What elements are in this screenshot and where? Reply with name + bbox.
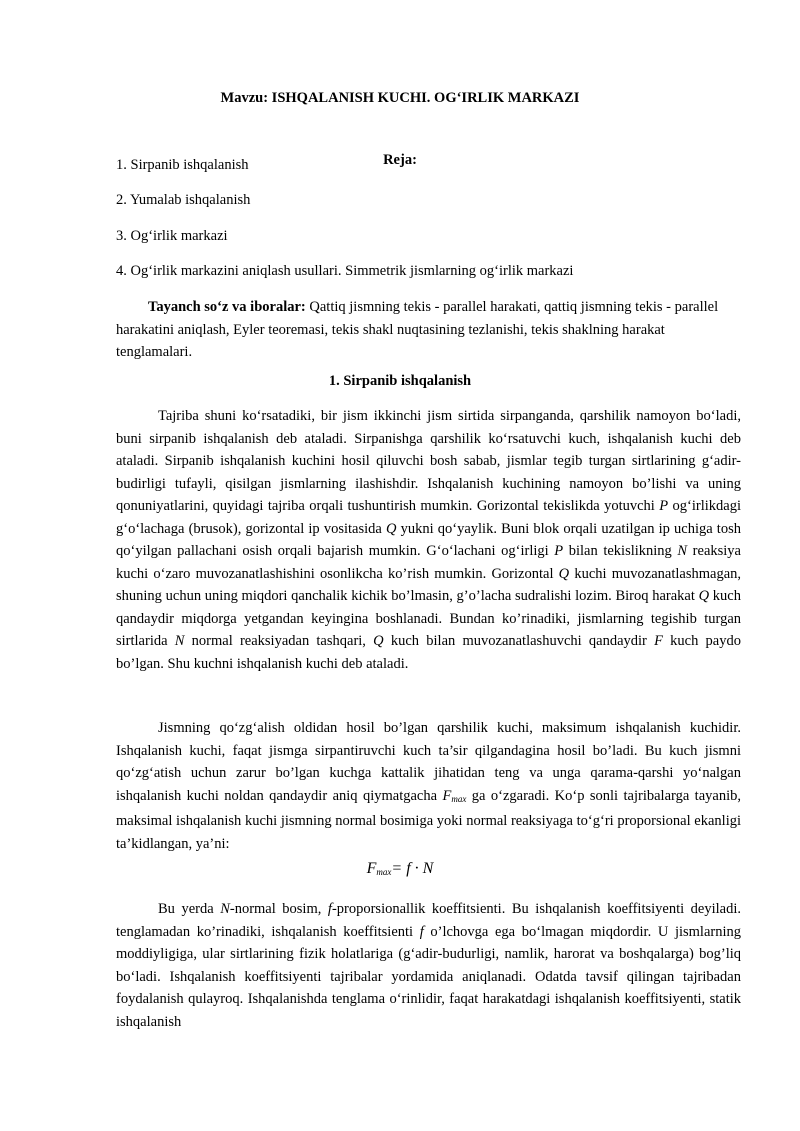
keywords-paragraph — [116, 296, 740, 364]
text: -normal bosim, — [229, 901, 328, 917]
text: normal reaksiyadan tashqari, — [184, 633, 374, 649]
subscript: max — [376, 867, 392, 877]
symbol: F — [442, 787, 452, 804]
plan-item-4: 4. Og‘irlik markazini aniqlash usullari. Simmetrik jismlarning og‘irlik markazi — [116, 263, 574, 279]
symbol: Q — [385, 520, 397, 537]
plan-heading: Reja: — [383, 152, 417, 168]
plan-item-2: 2. Yumalab ishqalanish — [116, 192, 251, 208]
text: og‘irlikdagi g‘o‘lachaga (brusok), gorizontal ip vositasida — [116, 498, 741, 537]
symbol: N — [220, 901, 230, 917]
symbol: f — [327, 901, 332, 917]
symbol: F — [654, 633, 663, 649]
plan-item-1: 1. Sirpanib ishqalanish — [116, 157, 249, 173]
text: kuch bilan muvozanatlashuvchi qandaydir — [383, 633, 655, 649]
keywords-label: Tayanch so‘z va iboralar: — [148, 299, 306, 315]
text: -proporsionallik koeffitsienti. Bu ishqalanish koeffitsiyenti deyiladi. tenglamadan ko’rinadiki, ishqalanish koeffitsienti — [116, 901, 741, 940]
paragraph-2 — [116, 717, 741, 855]
symbol: P — [554, 543, 564, 559]
text: kuch qandaydir miqdorga yetgandan keyingina boshlanadi. Bundan ko’rinadiki, jismlarning tegishib turgan sirtlarida — [116, 588, 741, 649]
subscript: max — [451, 793, 467, 804]
paragraph-1 — [116, 405, 741, 675]
symbol: P — [659, 498, 669, 514]
text: yukni qo‘yaylik. Buni blok orqali uzatilgan ip uchiga tosh qo‘yilgan pallachani osish orqali bajarish mumkin. G‘o‘lachani og‘irligi — [116, 520, 741, 559]
plan-item-3: 3. Og‘irlik markazi — [116, 228, 228, 244]
paragraph-3 — [116, 898, 741, 1033]
text: kuch paydo bo’lgan. Shu kuchni ishqalanish kuchi deb ataladi. — [116, 633, 741, 672]
symbol: N — [174, 633, 185, 649]
symbol: Q — [373, 633, 384, 649]
formula-rest: = f · N — [391, 860, 434, 877]
keywords-text: Qattiq jismning tekis - parallel harakati, qattiq jismning tekis - parallel harakatini aniqlash, Eyler teoremasi, tekis shakl nuqtasining tezlanishi, tekis shaklning harakat tenglamalari. — [116, 299, 719, 360]
text: ga o‘zgaradi. Ko‘p sonli tajribalarga tayanib, maksimal ishqalanish kuchi jismning normal bosimiga yoki normal reaksiyaga to‘g‘ri proporsional ekanligi ta’kidlangan, ya’ni: — [116, 787, 741, 852]
text: Tajriba shuni ko‘rsatadiki, bir jism ikkinchi jism sirtida sirpanganda, qarshilik namoyon bo‘ladi, buni sirpanib ishqalanish deb ataladi. Sirpanishga qarshilik ko‘rsatuvchi kuch, ishqalanish kuchi deb ataladi. Sirpanib ishqalanish kuchini hosil qiluvchi bosh sabab, jismlar tegib turgan sirtlarining g‘adir-budirligi tufayli, qisilgan jismlarning ilashishdir. Ishqalanish kuchining namoyon bo’lishi va uning qonuniyatlarini, quyidagi tajriba orqali tushuntirish mumkin. Gorizontal tekislikda yotuvchi — [116, 408, 741, 514]
symbol: Q — [698, 588, 710, 604]
friction-formula — [0, 860, 800, 878]
text: Jismning qo‘zg‘alish oldidan hosil bo’lgan qarshilik kuchi, maksimum ishqalanish kuchidir. Ishqalanish kuchi, faqat jismga sirpantiruvchi kuch ta’sir qilgandagina hosil bo’ladi. Bu kuch jismni qo‘zg‘atish uchun zarur bo’lgan kuchga kattalik jihatidan teng va unga qarama-qarshi yo‘nalgan ishqalanish kuchi noldan qandaydir aniq qiymatgacha — [116, 720, 741, 804]
symbol: N — [677, 543, 688, 559]
symbol: F — [366, 860, 377, 877]
text: reaksiya kuchi o‘zaro muvozanatlashishini osonlikcha ko’rish mumkin. Gorizontal — [116, 543, 741, 582]
section-heading: 1. Sirpanib ishqalanish — [328, 373, 472, 389]
symbol: f — [419, 923, 424, 940]
symbol: Q — [558, 565, 570, 582]
text: Bu yerda — [158, 901, 221, 917]
text: o’lchovga ega bo‘lmagan miqdordir. U jismlarning moddiyligiga, ular sirtlarining fizik holatlariga (g‘adir-budurligi, namlik, harorat va boshqalarga) bog’liq bo‘ladi. Ishqalanish koeffitsiyenti tajribalar yordamida aniqlanadi. Odatda tavsif qilingan tajribadan foydalanish qulayroq. Ishqalanishda tenglama o‘rinlidir, faqat harakatdagi ishqalanish koeffitsiyenti, statik ishqalanish — [116, 923, 741, 1030]
text: bilan tekislikning — [563, 543, 678, 559]
document-title: Mavzu: ISHQALANISH KUCHI. OG‘IRLIK MARKAZI — [220, 90, 580, 106]
text: kuchi muvozanatlashmagan, shuning uchun uning miqdori qanchalik kichik bo’lmasin, g’o’lacha sudralishi lozim. Biroq harakat — [116, 565, 742, 604]
